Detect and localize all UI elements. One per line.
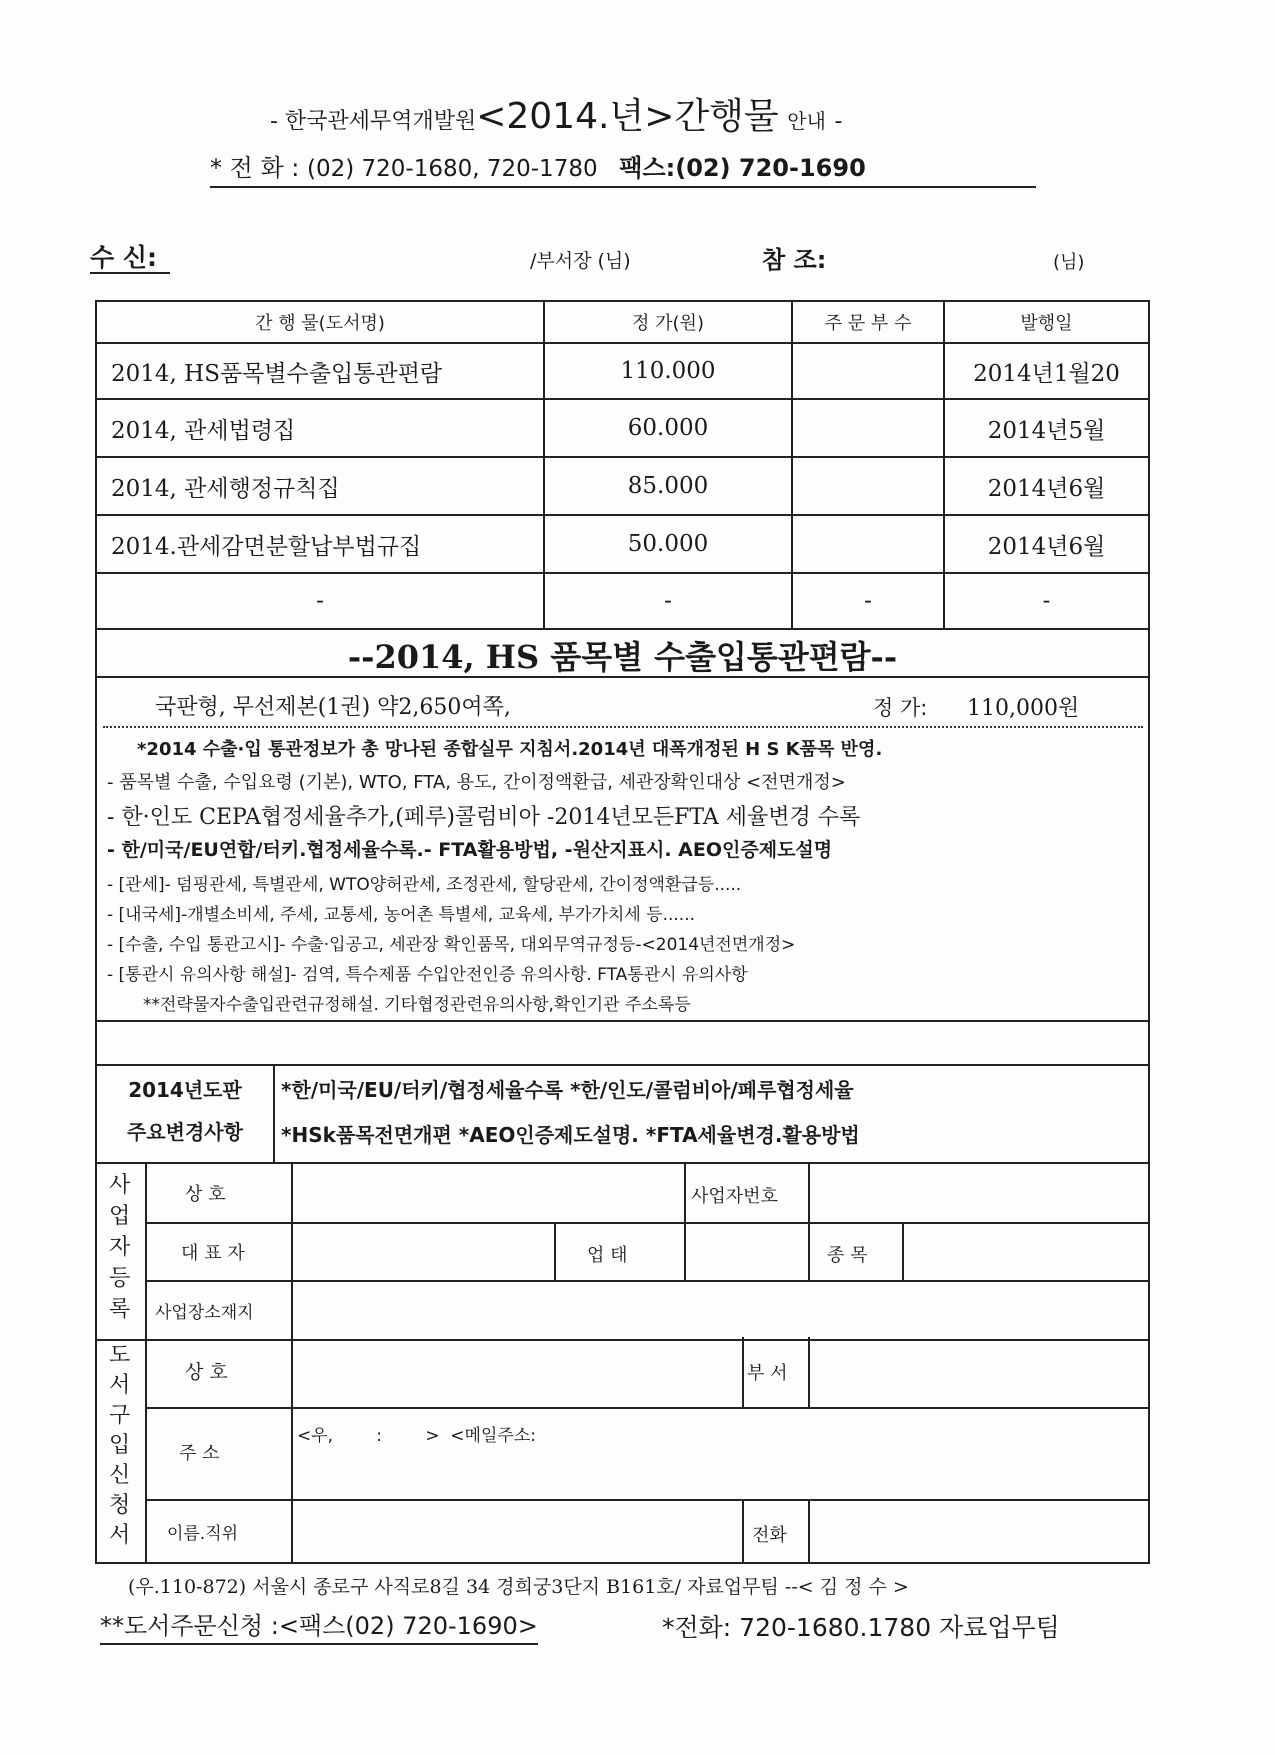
changes-label-1: 2014년도판	[128, 1078, 242, 1102]
business-section-label-cell	[97, 1164, 147, 1339]
phone-label: * 전 화 :	[210, 154, 300, 182]
order-phone-label: 전화	[752, 1525, 787, 1546]
order-name-input[interactable]	[293, 1501, 740, 1560]
order-company-input[interactable]	[293, 1337, 740, 1406]
feature-line: - 품목별 수출, 수입요령 (기본), WTO, FTA, 용도, 간이정액환급, 세관장확인대상 <전면개정>	[107, 772, 846, 793]
book-title: 2014, 관세법령집	[96, 399, 544, 457]
col-qty: 주 문 부 수	[792, 301, 944, 343]
changes-label-2: 주요변경사항	[127, 1120, 243, 1144]
fax-value: (02) 720-1690	[675, 154, 866, 182]
feature-spec: 국판형, 무선제본(1권) 약2,650여쪽,	[155, 695, 511, 720]
changes-line-1: *한/미국/EU/터키/협정세율수록 *한/인도/콜럼비아/페루협정세율	[281, 1078, 854, 1102]
title-suffix: 안내	[787, 109, 826, 133]
col-price: 정 가(원)	[544, 301, 792, 343]
feature-line: - 한/미국/EU연합/터키.협정세율수록.- FTA활용방법, -원산지표시. AEO인증제도설명	[107, 839, 833, 861]
title-year: <2014.년>간행물	[476, 96, 779, 137]
to-label: 수 신:	[90, 243, 158, 272]
business-col-divider	[554, 1222, 556, 1280]
feature-title-divider	[97, 676, 1148, 678]
title-dash: -	[834, 109, 843, 134]
order-name-label: 이름.직위	[167, 1524, 239, 1544]
business-address-input[interactable]	[293, 1282, 1146, 1337]
feature-price-label: 정 가:	[873, 696, 928, 720]
feature-line: - [내국세]-개별소비세, 주세, 교통세, 농어촌 특별세, 교육세, 부가가치세 등......	[107, 905, 696, 925]
book-date: 2014년1월20	[944, 343, 1149, 399]
business-item-label: 종 목	[827, 1245, 868, 1266]
footer-order-phone: *전화: 720-1680.1780 자료업무팀	[662, 1613, 1060, 1642]
changes-label-cell	[97, 1064, 275, 1162]
order-row-divider	[145, 1407, 1148, 1409]
business-section-label: 사업자등록	[109, 1173, 131, 1322]
catalog-table	[95, 300, 1150, 630]
page-title	[270, 88, 842, 139]
book-date: 2014년6월	[944, 515, 1149, 573]
feature-line: **전략물자수출입관련규정해설. 기타협정관련유의사항,확인기관 주소록등	[143, 995, 691, 1015]
business-company-label: 상 호	[185, 1184, 226, 1205]
order-phone-input[interactable]	[810, 1501, 1146, 1560]
feature-line: - [관세]- 덤핑관세, 특별관세, WTO양허관세, 조정관세, 할당관세, 간이정액환급등.....	[107, 875, 742, 895]
contact-line	[210, 148, 1036, 188]
ref-label: 참 조:	[762, 246, 827, 274]
fax-label: 팩스:	[619, 154, 676, 182]
dept-label: /부서장 (님)	[530, 250, 631, 272]
order-col-divider	[742, 1337, 744, 1407]
feature-title: --2014, HS 품목별 수출입통관편람--	[347, 638, 898, 676]
order-dept-input[interactable]	[810, 1337, 1146, 1406]
catalog-header-row	[96, 301, 1149, 343]
to-underline	[90, 272, 170, 274]
table-row	[96, 457, 1149, 515]
book-price: 110.000	[544, 343, 792, 399]
book-qty[interactable]	[792, 343, 944, 399]
feature-box	[95, 628, 1150, 1066]
ref-suffix: (님)	[1053, 252, 1085, 273]
book-qty[interactable]	[792, 515, 944, 573]
business-bizno-input[interactable]	[810, 1164, 1146, 1221]
changes-line-2: *HSk품목전면개편 *AEO인증제도설명. *FTA세율변경.활용방법	[281, 1123, 860, 1147]
order-company-label: 상 호	[185, 1361, 228, 1383]
order-section-label: 도서구입신청서	[109, 1343, 131, 1548]
col-date: 발행일	[944, 301, 1149, 343]
book-price: 50.000	[544, 515, 792, 573]
book-price: 60.000	[544, 399, 792, 457]
footer-order-label: **도서주문신청 :<팩스(02) 720-1690>	[100, 1606, 538, 1645]
book-qty[interactable]: -	[792, 573, 944, 629]
book-date: -	[944, 573, 1149, 629]
business-address-label: 사업장소재지	[155, 1303, 254, 1323]
dotted-divider	[103, 726, 1143, 728]
feature-line: - [통관시 유의사항 해설]- 검역, 특수제품 수입안전인증 유의사항. FTA통관시 유의사항	[107, 965, 748, 985]
business-item-input[interactable]	[904, 1224, 1146, 1279]
book-price: -	[544, 573, 792, 629]
col-title: 간 행 물(도서명)	[96, 301, 544, 343]
business-company-input[interactable]	[293, 1164, 682, 1221]
changes-divider	[97, 1020, 1148, 1022]
business-section	[95, 1162, 1150, 1341]
order-dept-label: 부 서	[747, 1363, 788, 1384]
book-title: 2014, 관세행정규칙집	[96, 457, 544, 515]
table-row	[96, 515, 1149, 573]
changes-row	[95, 1064, 1150, 1162]
book-title: -	[96, 573, 544, 629]
feature-line: - [수출, 수입 통관고시]- 수출·입공고, 세관장 확인품목, 대외무역규정등-<2014년전면개정>	[107, 935, 796, 955]
table-row	[96, 343, 1149, 399]
recipient-line	[90, 242, 1090, 272]
order-address-value[interactable]: <우, : > <메일주소:	[297, 1426, 536, 1446]
order-address-label: 주 소	[179, 1443, 220, 1464]
book-title: 2014, HS품목별수출입통관편람	[96, 343, 544, 399]
business-col-divider	[808, 1222, 810, 1280]
feature-line: *2014 수출·입 통관정보가 총 망나된 종합실무 지침서.2014년 대폭개정된 H S K품목 반영.	[137, 739, 883, 760]
business-ceo-label: 대 표 자	[181, 1243, 245, 1264]
book-price: 85.000	[544, 457, 792, 515]
phone-value: (02) 720-1680, 720-1780	[306, 156, 598, 182]
book-date: 2014년5월	[944, 399, 1149, 457]
book-title: 2014.관세감면분할납부법규집	[96, 515, 544, 573]
book-qty[interactable]	[792, 457, 944, 515]
business-bizno-label: 사업자번호	[691, 1186, 778, 1207]
book-qty[interactable]	[792, 399, 944, 457]
order-section	[95, 1337, 1150, 1564]
book-date: 2014년6월	[944, 457, 1149, 515]
business-type-input[interactable]	[686, 1224, 806, 1279]
business-type-label: 업 태	[587, 1245, 628, 1266]
feature-line: - 한·인도 CEPA협정세율추가,(페루)콜럼비아 -2014년모든FTA 세율변경 수록	[107, 805, 861, 830]
table-row	[96, 573, 1149, 629]
footer-address: (우.110-872) 서울시 종로구 사직로8길 34 경희궁3단지 B161호/ 자료업무팀 --< 김 정 수 >	[128, 1576, 909, 1598]
order-section-label-cell	[97, 1337, 147, 1562]
feature-price-value: 110,000원	[967, 696, 1080, 721]
order-col-divider	[742, 1499, 744, 1562]
business-ceo-input[interactable]	[293, 1224, 552, 1279]
table-row	[96, 399, 1149, 457]
title-org: - 한국관세무역개발원	[270, 109, 477, 134]
